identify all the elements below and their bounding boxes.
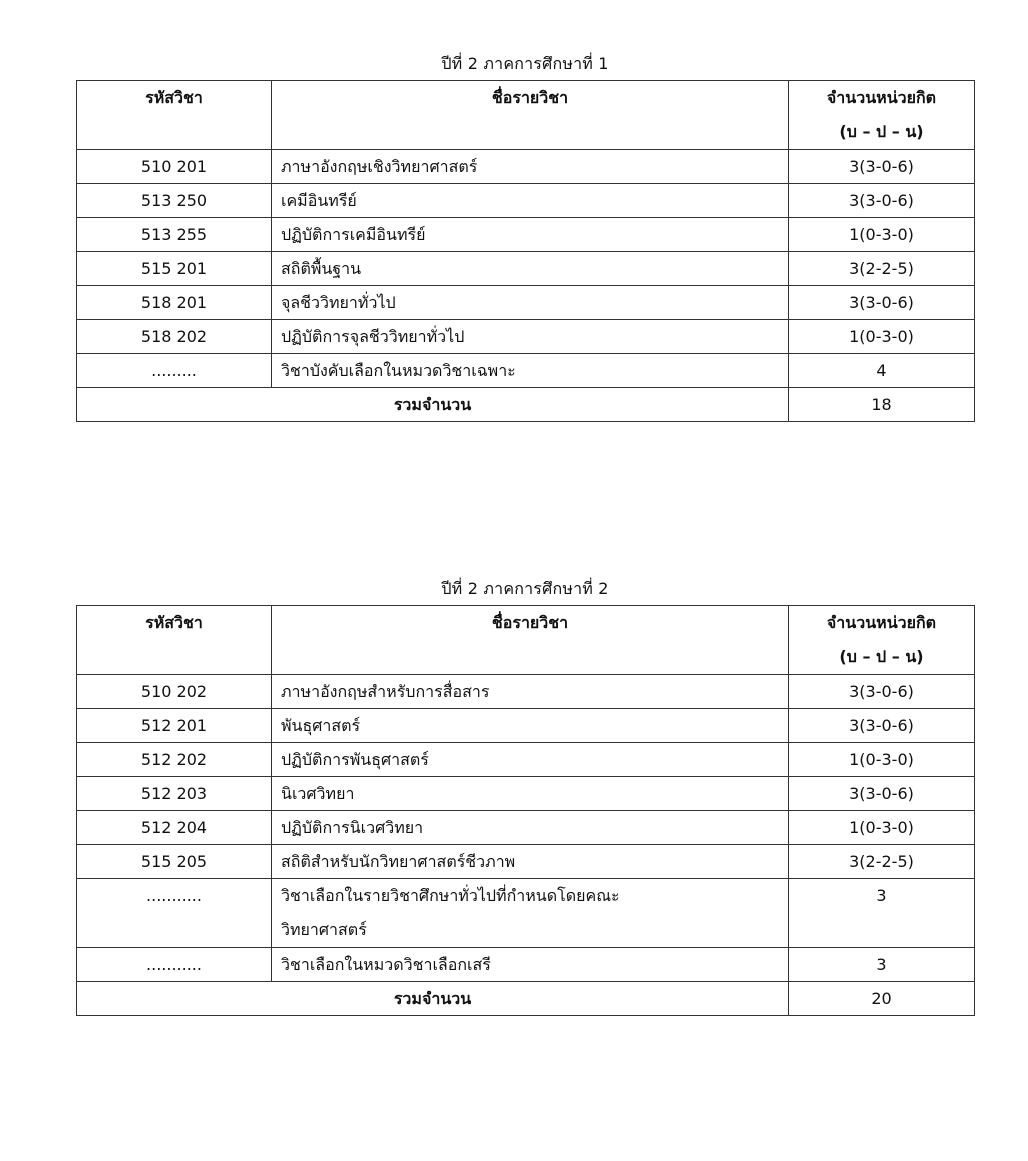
table-row <box>77 743 975 777</box>
total-credits: 18 <box>789 388 975 422</box>
course-credit: 1(0-3-0) <box>789 811 975 845</box>
course-code: 518 201 <box>77 286 272 320</box>
course-credit: 3(3-0-6) <box>789 675 975 709</box>
table-row <box>77 218 975 252</box>
course-name <box>272 879 789 948</box>
table-caption: ปีที่ 2 ภาคการศึกษาที่ 1 <box>441 54 609 73</box>
course-name: ปฏิบัติการเคมีอินทรีย์ <box>272 218 789 252</box>
course-code: 515 205 <box>77 845 272 879</box>
header-credits-format: (บ – ป – น) <box>839 647 924 666</box>
course-name: ภาษาอังกฤษสำหรับการสื่อสาร <box>272 675 789 709</box>
course-name: จุลชีววิทยาทั่วไป <box>272 286 789 320</box>
course-credit: 4 <box>789 354 975 388</box>
course-name-line-1: วิชาเลือกในรายวิชาศึกษาทั่วไปที่กำหนดโดยคณะ <box>281 886 620 905</box>
header-credits-title: จำนวนหน่วยกิต <box>826 613 937 632</box>
table-row <box>77 948 975 982</box>
table-row <box>77 879 975 948</box>
course-code: 513 255 <box>77 218 272 252</box>
total-row <box>77 982 975 1016</box>
course-name: ปฏิบัติการนิเวศวิทยา <box>272 811 789 845</box>
header-credits <box>789 606 975 675</box>
course-name: สถิติสำหรับนักวิทยาศาสตร์ชีวภาพ <box>272 845 789 879</box>
course-code: ......... <box>77 354 272 388</box>
course-name: เคมีอินทรีย์ <box>272 184 789 218</box>
total-label: รวมจำนวน <box>77 982 789 1016</box>
table-row <box>77 150 975 184</box>
table-row <box>77 811 975 845</box>
course-credit: 1(0-3-0) <box>789 218 975 252</box>
table-row <box>77 845 975 879</box>
table-row <box>77 675 975 709</box>
table-row <box>77 184 975 218</box>
course-code: 513 250 <box>77 184 272 218</box>
course-name: นิเวศวิทยา <box>272 777 789 811</box>
course-code: ........... <box>77 879 272 948</box>
course-name: ปฏิบัติการจุลชีววิทยาทั่วไป <box>272 320 789 354</box>
course-credit: 3(2-2-5) <box>789 845 975 879</box>
course-code: 512 203 <box>77 777 272 811</box>
course-credit: 1(0-3-0) <box>789 320 975 354</box>
semester-1-section <box>76 48 974 422</box>
table-row <box>77 286 975 320</box>
course-code: 510 201 <box>77 150 272 184</box>
table-header-row <box>77 606 975 675</box>
header-course-name: ชื่อรายวิชา <box>272 606 789 675</box>
course-code: 510 202 <box>77 675 272 709</box>
table-caption: ปีที่ 2 ภาคการศึกษาที่ 2 <box>441 579 609 598</box>
course-credit: 3(3-0-6) <box>789 150 975 184</box>
course-name: วิชาเลือกในหมวดวิชาเลือกเสรี <box>272 948 789 982</box>
course-credit: 3(3-0-6) <box>789 286 975 320</box>
course-code: 518 202 <box>77 320 272 354</box>
course-name: ปฏิบัติการพันธุศาสตร์ <box>272 743 789 777</box>
header-credits <box>789 81 975 150</box>
course-table-semester-1 <box>76 80 975 422</box>
table-row <box>77 709 975 743</box>
course-name: ภาษาอังกฤษเชิงวิทยาศาสตร์ <box>272 150 789 184</box>
table-row <box>77 320 975 354</box>
course-code: ........... <box>77 948 272 982</box>
table-header-row <box>77 81 975 150</box>
table-row <box>77 252 975 286</box>
table-row <box>77 354 975 388</box>
total-credits: 20 <box>789 982 975 1016</box>
course-credit: 3 <box>789 879 975 948</box>
header-credits-format: (บ – ป – น) <box>839 122 924 141</box>
total-label: รวมจำนวน <box>77 388 789 422</box>
course-name: พันธุศาสตร์ <box>272 709 789 743</box>
header-course-name: ชื่อรายวิชา <box>272 81 789 150</box>
course-credit: 1(0-3-0) <box>789 743 975 777</box>
semester-2-section <box>76 573 974 1016</box>
course-code: 512 204 <box>77 811 272 845</box>
header-course-code: รหัสวิชา <box>77 81 272 150</box>
course-code: 512 202 <box>77 743 272 777</box>
course-credit: 3(3-0-6) <box>789 184 975 218</box>
course-name: สถิติพื้นฐาน <box>272 252 789 286</box>
header-credits-title: จำนวนหน่วยกิต <box>826 88 937 107</box>
course-table-semester-2 <box>76 605 975 1016</box>
course-name-line-2: วิทยาศาสตร์ <box>281 920 367 939</box>
course-credit: 3(3-0-6) <box>789 709 975 743</box>
course-credit: 3(2-2-5) <box>789 252 975 286</box>
table-row <box>77 777 975 811</box>
course-name: วิชาบังคับเลือกในหมวดวิชาเฉพาะ <box>272 354 789 388</box>
course-credit: 3 <box>789 948 975 982</box>
header-course-code: รหัสวิชา <box>77 606 272 675</box>
course-code: 515 201 <box>77 252 272 286</box>
course-code: 512 201 <box>77 709 272 743</box>
total-row <box>77 388 975 422</box>
course-credit: 3(3-0-6) <box>789 777 975 811</box>
